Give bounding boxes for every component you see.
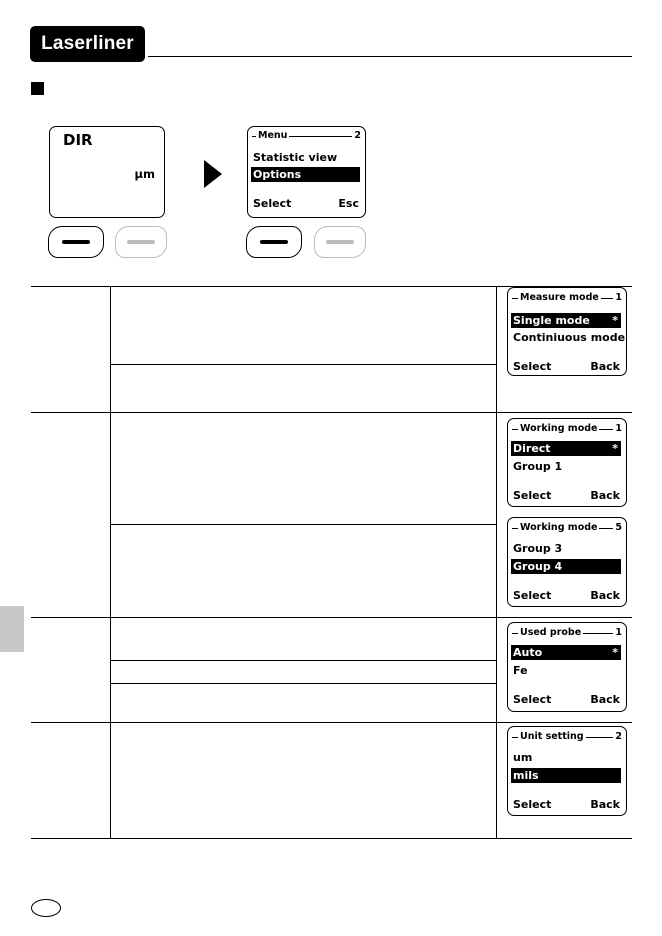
screen-header: Used probe <box>520 627 582 638</box>
screen-softkey-right: Back <box>590 693 620 706</box>
menu-page-number: 2 <box>354 130 361 141</box>
default-star-icon: * <box>612 646 618 659</box>
softkey-right-button[interactable] <box>115 226 167 258</box>
screen-softkey-right: Back <box>590 798 620 811</box>
softkey-right-button[interactable] <box>314 226 366 258</box>
display-dir-label: DIR <box>63 131 93 149</box>
display-dir <box>49 126 165 218</box>
screen-header: Unit setting <box>520 731 584 742</box>
screen-page-number: 1 <box>615 627 622 638</box>
screen-header: Working mode <box>520 522 598 533</box>
header-rule <box>148 56 632 57</box>
screen-item[interactable]: Group 3 <box>513 542 563 555</box>
screen-page-number: 2 <box>615 731 622 742</box>
menu-softkey-right: Esc <box>338 197 359 210</box>
screen-working-mode-5 <box>507 517 627 607</box>
menu-item-selected[interactable]: Options <box>251 167 360 182</box>
table-column-rule <box>496 286 497 838</box>
table-rule <box>31 722 632 723</box>
screen-working-mode-1 <box>507 418 627 507</box>
screen-item-selected[interactable]: Group 4 <box>511 559 621 574</box>
default-star-icon: * <box>612 442 618 455</box>
screen-softkey-right: Back <box>590 589 620 602</box>
table-subrule <box>111 660 496 661</box>
menu-item[interactable]: Statistic view <box>253 151 338 164</box>
screen-unit-setting <box>507 726 627 816</box>
screen-page-number: 1 <box>615 423 622 434</box>
menu-header: Menu <box>258 130 288 141</box>
screen-item-selected[interactable]: Auto * <box>511 645 621 660</box>
screen-measure-mode <box>507 287 627 376</box>
table-subrule <box>111 364 496 365</box>
screen-softkey-left: Select <box>513 360 552 373</box>
default-star-icon: * <box>612 314 618 327</box>
screen-softkey-right: Back <box>590 360 620 373</box>
table-rule <box>31 412 632 413</box>
screen-softkey-left: Select <box>513 798 552 811</box>
screen-item-selected[interactable]: mils <box>511 768 621 783</box>
screen-softkey-left: Select <box>513 589 552 602</box>
side-tab <box>0 606 24 652</box>
display-dir-unit: µm <box>134 167 155 181</box>
display-menu <box>247 126 366 218</box>
section-marker <box>31 82 44 95</box>
screen-item[interactable]: Continiuous mode <box>513 331 626 344</box>
screen-softkey-left: Select <box>513 693 552 706</box>
screen-item-selected[interactable]: Direct * <box>511 441 621 456</box>
screen-header: Working mode <box>520 423 598 434</box>
arrow-right-icon <box>204 160 222 188</box>
table-subrule <box>111 524 496 525</box>
screen-item[interactable]: um <box>513 751 533 764</box>
language-oval-icon <box>31 899 61 917</box>
screen-page-number: 5 <box>615 522 622 533</box>
softkey-left-button[interactable] <box>48 226 104 258</box>
screen-softkey-left: Select <box>513 489 552 502</box>
screen-item[interactable]: Group 1 <box>513 460 563 473</box>
menu-softkey-left: Select <box>253 197 292 210</box>
screen-softkey-right: Back <box>590 489 620 502</box>
table-subrule <box>111 683 496 684</box>
brand-logo: Laserliner <box>30 26 145 62</box>
screen-item[interactable]: Fe <box>513 664 528 677</box>
screen-header: Measure mode <box>520 292 599 303</box>
screen-item-selected[interactable]: Single mode * <box>511 313 621 328</box>
table-column-rule <box>110 286 111 838</box>
screen-page-number: 1 <box>615 292 622 303</box>
screen-used-probe <box>507 622 627 712</box>
table-rule <box>31 617 632 618</box>
table-rule <box>31 838 632 839</box>
softkey-left-button[interactable] <box>246 226 302 258</box>
